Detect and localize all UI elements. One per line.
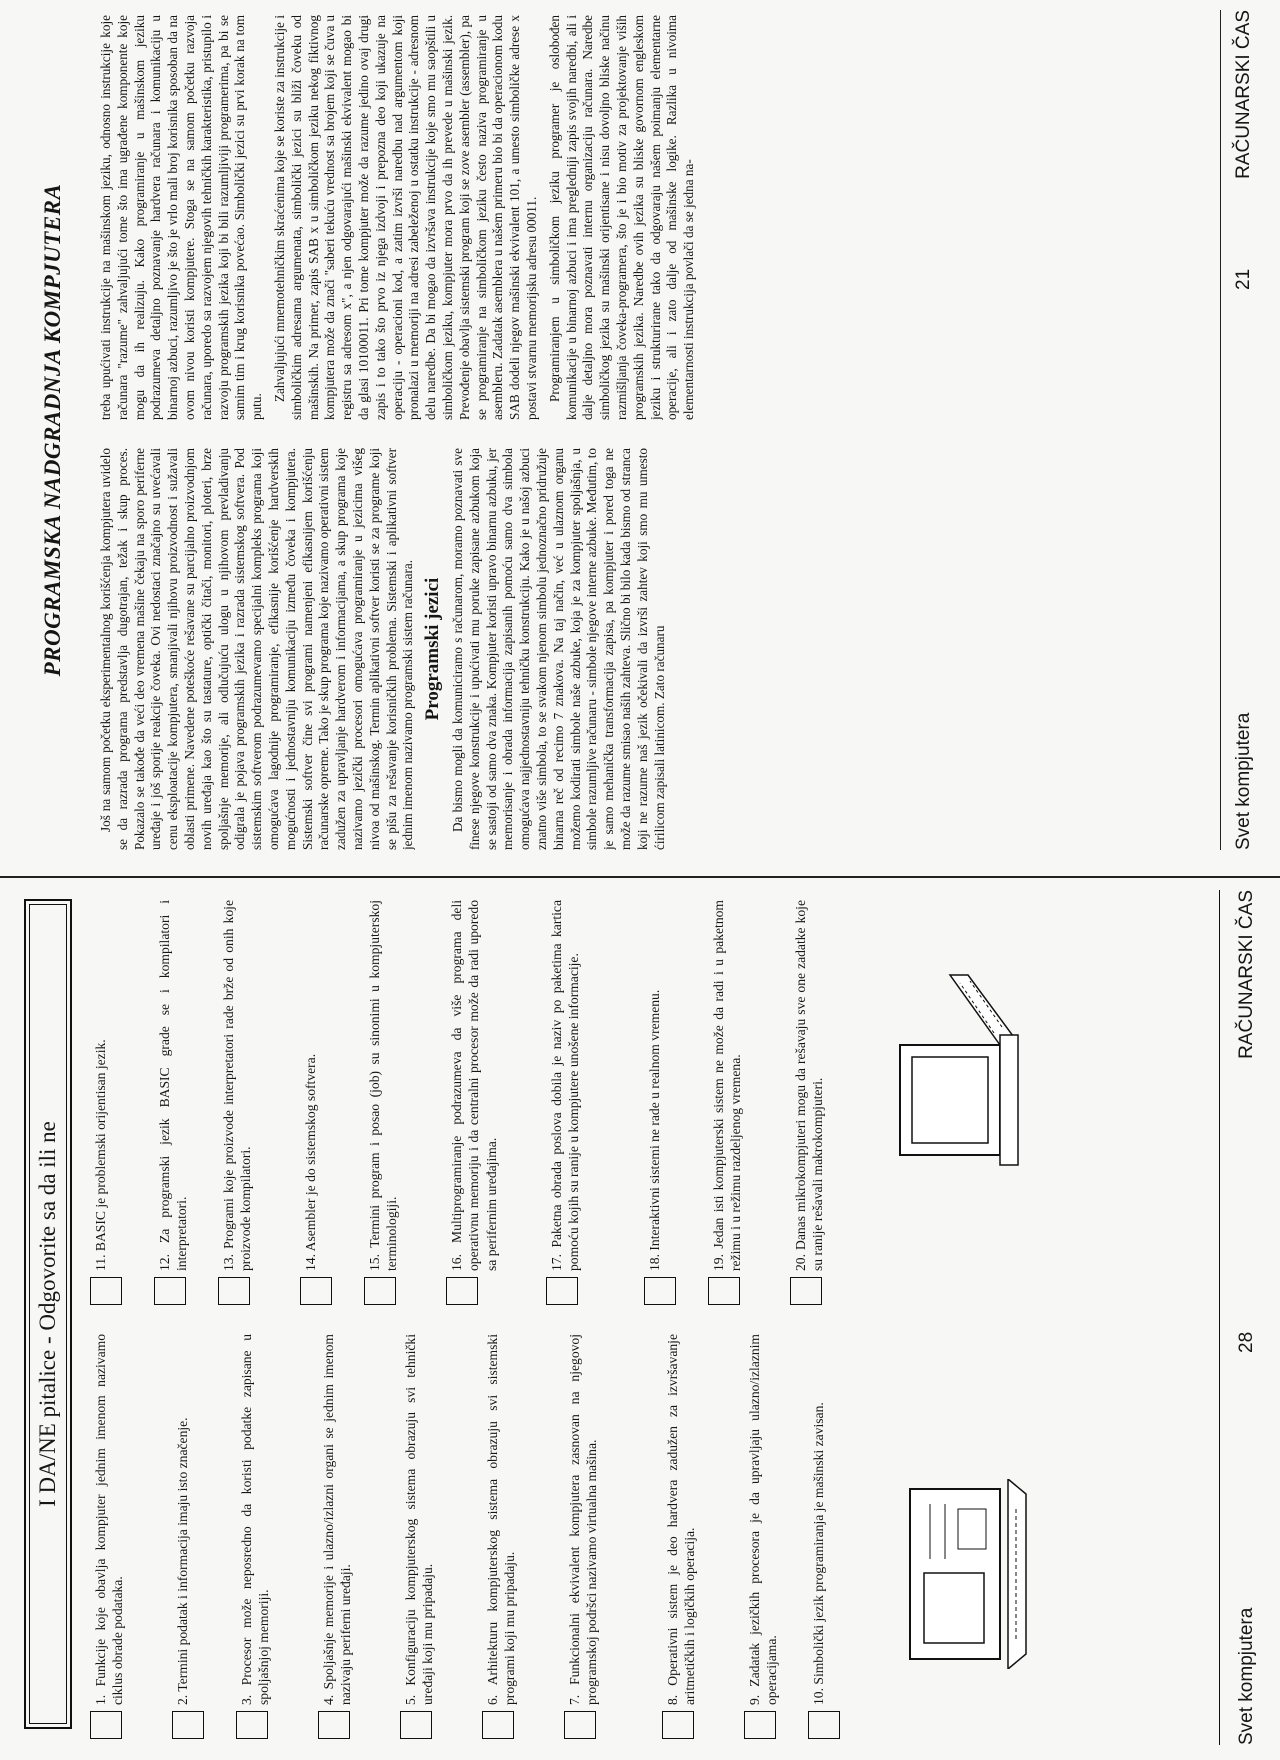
answer-checkbox[interactable] (446, 1277, 478, 1305)
answer-checkbox[interactable] (744, 1711, 776, 1739)
answer-checkbox[interactable] (172, 1711, 204, 1739)
question-text: 4. Spoljašnje memorije i ulazno/izlazni organi se jednim imenom nazivaju periferni uređaji. (321, 1334, 354, 1705)
answer-checkbox[interactable] (364, 1277, 396, 1305)
question-text: 6. Arhitekturu kompjuterskog sistema obrazuju svi sistemski programi koji mu pripadaju. (485, 1334, 518, 1705)
answer-checkbox[interactable] (236, 1711, 268, 1739)
laptop-illustration (890, 965, 1030, 1185)
question-text: 1. Funkcije koje obavlja kompjuter jednim imenom nazivamo ciklus obrade podataka. (93, 1334, 126, 1705)
question-text: 16. Multiprogramiranje podrazumeva da više programa deli operativnu memoriju i da centralni procesor može da radi uporedo sa perifernim uređajima. (449, 900, 499, 1271)
footer-magazine-name: Svet kompjutera (1233, 712, 1254, 850)
quiz-footer (1219, 890, 1260, 1745)
footer-page-number: 21 (1233, 268, 1254, 290)
question-text: 19. Jedan isti kompjuterski sistem ne može da radi i u paketnom režimu i u režimu razdeljenog vremena. (711, 900, 744, 1271)
question-text: 12. Za programski jezik BASIC grade se i kompilatori i interpretatori. (157, 900, 190, 1271)
article-paragraph: treba upućivati instrukcije na mašinskom jeziku, odnosno instrukcije koje računara "razume" zahvaljujući tome što ima ugrađene komponente koje mogu da ih realizuju. Kako programiranje u mašinskom jeziku podrazumeva detaljno poznavanje hardvera računara i komunikaciju u binarnoj azbuci, razumljivo je što je vrlo mali broj korisnika sposoban da na ovom nivou koristi kompjutere. Stoga se na samom početku razvoja računara, uporedo sa razvojem njegovih tehničkih karakteristika, pristupilo i razvoju programskih jezika koji bi bili razumljiviji programerima, pa bi se samim tim i krug korisnika povećao. Simbolički jezici su prvi korak na tom putu. (98, 15, 265, 420)
answer-checkbox[interactable] (546, 1277, 578, 1305)
article-right-column-wrap (98, 15, 1193, 420)
footer-section-name: RAČUNARSKI ČAS (1236, 890, 1257, 1059)
answer-checkbox[interactable] (662, 1711, 694, 1739)
article-left-column-wrap (98, 448, 1193, 850)
question-text: 7. Funkcionalni ekvivalent kompjutera zasnovan na njegovoj programskoj podršci nazivamo virtualna mašina. (567, 1334, 600, 1705)
answer-checkbox[interactable] (790, 1277, 822, 1305)
computer-illustration (890, 1479, 1030, 1669)
answer-checkbox[interactable] (318, 1711, 350, 1739)
answer-checkbox[interactable] (808, 1711, 840, 1739)
article-spread (40, 10, 1255, 850)
footer-page-number: 28 (1236, 1331, 1257, 1353)
article-left-column (98, 448, 1193, 850)
question-text: 17. Paketna obrada poslova dobila je naziv po paketima kartica pomoću kojih su ranije u kompjutere unošene informacije. (549, 900, 582, 1271)
question-text: 13. Programi koje proizvode interpretatori rade brže od onih koje proizvode kompilatori. (221, 900, 254, 1271)
question-text: 14. Asembler je do sistemskog softvera. (303, 1053, 318, 1271)
quiz-title-box (24, 899, 72, 1729)
article-paragraph: Programiranjem u simboličkom jeziku programer je oslobođen komunikacije u binarnoj azbuci i ima pregledniji zapis svojih naredbi, ali i dalje detaljno mora poznavati internu organizaciju računara. Naredbe simboličkog jezika su mašinski orijentisane i nisu dovoljno bliske načinu razmišljanja čoveka-programera, što je i bio motiv za projektovanje viših programskih jezika. Naredbe ovih jezika su bliske govornom engleskom jeziku i strukturirane tako da odgovaraju našem poimanju elementarne operacije, ali i zato dalje od mašinske logike. Razlika u nivoima elementarnosti instrukcija povlači da se jedna na- (546, 15, 697, 420)
question-text: 10. Simbolički jezik programiranja je mašinski zavisan. (811, 1402, 826, 1705)
answer-checkbox[interactable] (90, 1711, 122, 1739)
question-text: 18. Interaktivni sistemi ne rade u realnom vremenu. (647, 989, 662, 1271)
answer-checkbox[interactable] (564, 1711, 596, 1739)
question-text: 9. Zadatak jezičkih procesora je da upravljaju ulazno/izlaznim operacijama. (747, 1334, 780, 1705)
answer-checkbox[interactable] (644, 1277, 676, 1305)
page-divider (0, 876, 1280, 878)
footer-magazine-name: Svet kompjutera (1236, 1607, 1257, 1745)
question-text: 2. Termini podatak i informacija imaju isto značenje. (175, 1417, 190, 1705)
answer-checkbox[interactable] (400, 1711, 432, 1739)
answer-checkbox[interactable] (482, 1711, 514, 1739)
quiz-spread (20, 890, 1260, 1745)
article-title: PROGRAMSKA NADGRADNJA KOMPJUTERA (40, 183, 65, 677)
answer-checkbox[interactable] (218, 1277, 250, 1305)
section-heading: Programski jezici (422, 577, 444, 721)
answer-checkbox[interactable] (300, 1277, 332, 1305)
answer-checkbox[interactable] (90, 1277, 122, 1305)
footer-section-name: RAČUNARSKI ČAS (1233, 10, 1254, 179)
question-text: 3. Procesor može neposredno da koristi podatke zapisane u spoljašnjoj memoriji. (239, 1334, 272, 1705)
article-paragraph: Još na samom početku eksperimentalnog korišćenja kompjutera uvidelo se da razrada programa predstavlja dugotrajan, težak i skup proces. Pokazalo se takođe da veći deo vremena mašine čekaju na sporo periferne uređaje i još sporije reakcije čoveka. Ovi nedostaci značajno su uvećavali cenu eksploatacije kompjutera, smanjivali njihovu proizvodnost i sužavali oblasti primene. Navedene poteškoće rešavane su parcijalno proizvodnjom novih uređaja kao što su tastature, optički čitači, monitori, ploteri, brze spoljašnje memorije, ali odlučujuću ulogu u njihovom prevladivanju odigrala je pojava programskih jezika i razrada sistemskog softvera. Pod sistemskim softverom podrazumevamo specijalni kompleks programa koji omogućava lagodnije programiranje, efikasnije korišćenje hardverskih mogućnosti i jednostavniju komunikaciju između čoveka i kompjutera. Sistemski softver čine svi programi namenjeni efikasnijem korišćenju računarske opreme. Tako je skup programa koje nazivamo operativni sistem zadužen za upravljanje hardverom i informacijama, a skup programa koje nazivamo jezički procesori omogućava programiranje u jezicima višeg nivoa od mašinskog. Termin aplikativni softver koristi se za programe koji se pišu za rešavanje korisničkih problema. Sistemski i aplikativni softver jednim imenom nazivamo programski sistem računara. (98, 448, 416, 850)
answer-checkbox[interactable] (708, 1277, 740, 1305)
article-paragraph: Zahvaljujući mnemotehničkim skraćenima koje se koriste za instrukcije i simboličkim adresama argumenata, simbolički jezici su bliži čoveku od mašinskih. Na primer, zapis SAB x u simboličkom jeziku nekog fiktivnog kompjutera može da znači "saberi tekuću vrednost sa brojem koji se čuva u registru sa adresom x", a njen odgovarajući mašinski ekvivalent mogao bi da glasi 10100011. Pri tome kompjuter može da razume jedino ovaj drugi zapis i to tako što prvo iz njega izdvoji i prepozna deo koji ukazuje na operaciju - operacioni kod, a zatim izvrši naredbu nad argumentom koji pronalazi u memoriji na adresi zabeleženoj u ostatku instrukcije - adresnom delu naredbe. Da bi mogao da izvršava instrukcije koje smo mu saopštili u simboličkom jeziku, kompjuter mora prvo da ih prevede u mašinski jezik. Prevođenje obavlja sistemski program koji se zove asembler (assembler), pa se programiranje na simboličkom jeziku često naziva programiranje u asembleru. Zadatak asemblera u našem primeru bio bi da operacionom kodu SAB dodeli njegov mašinski ekvivalent 101, a umesto simboličke adrese x postavi stvarnu memorijsku adresu 00011. (271, 15, 539, 420)
quiz-title: I DA/NE pitalice - Odgovorite sa da ili ne (35, 1121, 60, 1507)
answer-checkbox[interactable] (154, 1277, 186, 1305)
article-footer (1220, 10, 1255, 850)
question-text: 8. Operativni sistem je deo hardvera zadužen za izvršavanje aritmetičkih i logičkih operacija. (665, 1334, 698, 1705)
question-text: 5. Konfiguraciju kompjuterskog sistema obrazuju svi tehnički uređaji koji mu pripadaju. (403, 1334, 436, 1705)
question-text: 11. BASIC je problemski orijentisan jezik. (93, 1039, 108, 1271)
question-text: 15. Termini program i posao (job) su sinonimi u kompjuterskoj terminologiji. (367, 900, 400, 1271)
article-right-column (98, 15, 1193, 420)
question-text: 20. Danas mikrokompjuteri mogu da rešavaju sve one zadatke koje su ranije rešavali makrokompjuteri. (793, 900, 826, 1271)
article-paragraph: Da bismo mogli da komuniciramo s računarom, moramo poznavati sve finese njegove konstrukcije i upućivati mu poruke zapisane azbukom koja se sastoji od samo dva znaka. Kompjuter koristi upravo binarnu azbuku, jer memorisanje i obrada informacija zapisanih pomoću samo dva simbola omogućava najjednostavniju tehničku konstrukciju. Kako je u našoj azbuci znatno više simbola, to se svakom njenom simbolu jednoznačno pridružuje binarna reč od recimo 7 znakova. Na taj način, već u ulaznom organu možemo kodirati simbole naše azbuke, koja je za kompjuter spoljašnja, u simbole razumljive računaru - simbole njegove interne azbuke. Međutim, to je samo mehanička transformacija zapisa, pa kompjuter i pored toga ne može da razume smisao naših zahteva. Slično bi bilo kada bismo od stranca koji ne razume naš jezik očekivali da izvrši zahtev koji smo mu umesto ćirilicom zapisali latinicom. Zato računaru (449, 448, 667, 850)
